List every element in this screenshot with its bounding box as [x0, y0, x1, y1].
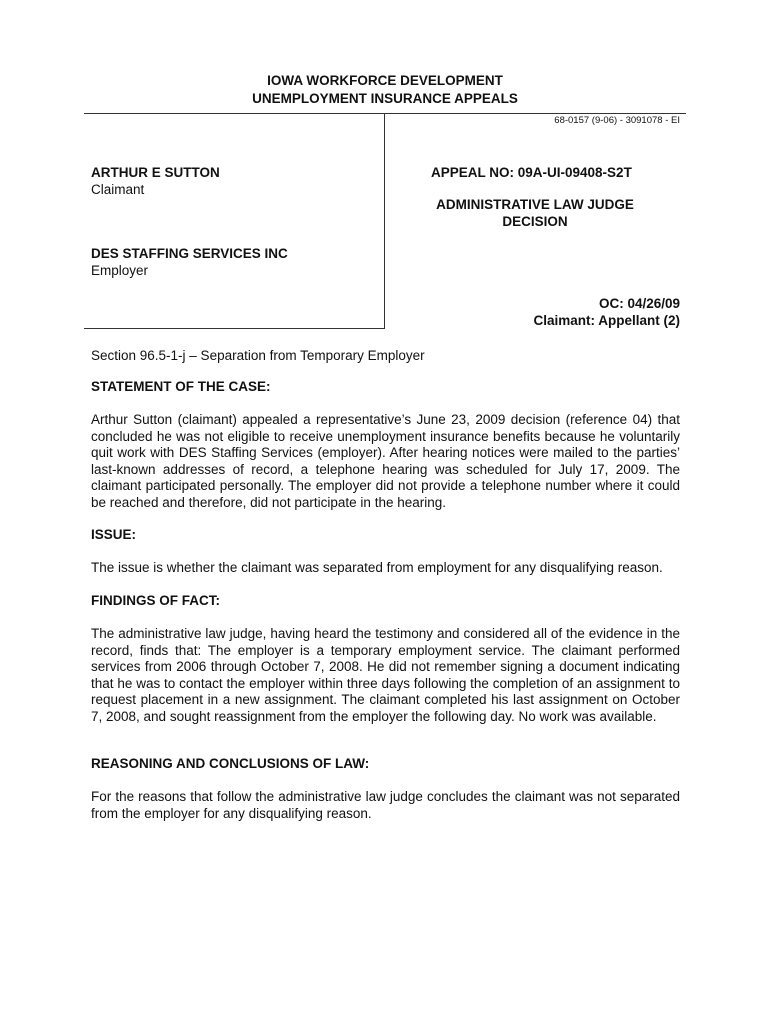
decision-title-line1: ADMINISTRATIVE LAW JUDGE	[436, 197, 634, 212]
appeal-number: APPEAL NO: 09A-UI-09408-S2T	[431, 165, 632, 180]
statement-text: Arthur Sutton (claimant) appealed a representative’s June 23, 2009 decision (reference 04) that concluded he was not eligible to receive unemployment insurance benefits because he voluntarily quit work with DES Staffing Services (employer). After hearing notices were mailed to the parties’ last-known addresses of record, a telephone hearing was scheduled for July 17, 2009. The claimant participated personally. The employer did not provide a telephone number where it could be reached and therefore, did not participate in the hearing.	[91, 412, 680, 510]
original-claim-date: OC: 04/26/09	[598, 296, 680, 311]
form-number: 68-0157 (9-06) - 3091078 - EI	[554, 115, 680, 126]
findings-text: The administrative law judge, having heard the testimony and considered all of the evidence in the record, finds that: The employer is a temporary employment service. The claimant performed services from 2006 through October 7, 2008. He did not remember signing a document indicating that he was to contact the employer within three days following the completion of an assignment to request placement in a new assignment. The claimant completed his last assignment on October 7, 2008, and sought reassignment from the employer the following day. No work was available.	[91, 626, 680, 724]
division-title: UNEMPLOYMENT INSURANCE APPEALS	[252, 91, 518, 106]
reasoning-heading: REASONING AND CONCLUSIONS OF LAW:	[91, 756, 370, 771]
reasoning-text: For the reasons that follow the administrative law judge concludes the claimant was not separated from the employer for any disqualifying reason.	[91, 789, 680, 821]
decision-title-line2: DECISION	[502, 214, 568, 229]
issue-heading: ISSUE:	[91, 527, 137, 542]
findings-heading: FINDINGS OF FACT:	[91, 593, 220, 608]
caption-divider	[384, 113, 385, 328]
section-reference: Section 96.5-1-j – Separation from Temporary Employer	[91, 348, 425, 363]
statement-heading: STATEMENT OF THE CASE:	[91, 379, 271, 394]
claimant-status: Claimant: Appellant (2)	[533, 313, 680, 328]
header-rule	[84, 113, 686, 114]
employer-name: DES STAFFING SERVICES INC	[91, 246, 288, 261]
employer-role: Employer	[91, 263, 149, 278]
agency-title: IOWA WORKFORCE DEVELOPMENT	[267, 73, 503, 88]
claimant-name: ARTHUR E SUTTON	[91, 165, 220, 180]
issue-text: The issue is whether the claimant was separated from employment for any disqualifying reason.	[91, 560, 663, 575]
claimant-role: Claimant	[91, 182, 145, 197]
caption-bottom-rule	[84, 328, 385, 329]
